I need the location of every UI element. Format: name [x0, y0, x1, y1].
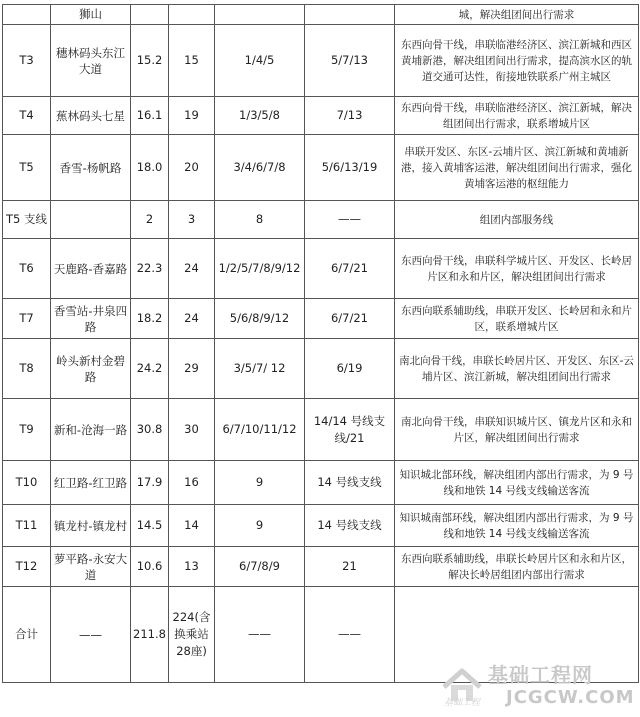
cell-metro: 6/7/8/9 [215, 547, 305, 587]
table-row [3, 339, 639, 399]
cell-length: 14.5 [131, 505, 169, 547]
cell-name: 天鹿路-香嘉路 [51, 239, 131, 299]
watermark [440, 657, 635, 713]
cell-length: 10.6 [131, 547, 169, 587]
cell-metro: 6/7/10/11/12 [215, 399, 305, 461]
cell-length: 2 [131, 201, 169, 239]
cell-description: 南北向骨干线，串联长岭居片区、开发区、东区-云埔片区、滨江新城，解决组团间出行需求 [395, 339, 639, 399]
table-row [3, 399, 639, 461]
cell-bus: 6/7/21 [305, 299, 395, 339]
cell-stations: 24 [169, 299, 215, 339]
cell-line: T10 [3, 461, 51, 505]
cell-stations: 24 [169, 239, 215, 299]
cell-line: T4 [3, 97, 51, 135]
cell-description: 城，解决组团间出行需求 [395, 5, 639, 25]
cell-metro: 9 [215, 461, 305, 505]
watermark-en: JCGCW.COM [506, 687, 635, 708]
cell-line: T3 [3, 25, 51, 97]
table-row [3, 505, 639, 547]
cell-stations: 14 [169, 505, 215, 547]
cell-stations: 13 [169, 547, 215, 587]
cell-name: 香雪-杨帆路 [51, 135, 131, 201]
cell-line: T12 [3, 547, 51, 587]
table-row [3, 299, 639, 339]
cell-stations: 20 [169, 135, 215, 201]
cell-name: 红卫路-红卫路 [51, 461, 131, 505]
cell-metro: 1/4/5 [215, 25, 305, 97]
cell-bus: 5/6/13/19 [305, 135, 395, 201]
cell-line: T11 [3, 505, 51, 547]
table-row [3, 461, 639, 505]
cell-length: 16.1 [131, 97, 169, 135]
cell-bus: 14 号线支线 [305, 461, 395, 505]
cell-metro: 8 [215, 201, 305, 239]
cell-bus: 14/14 号线支线/21 [305, 399, 395, 461]
cell-metro: 5/6/8/9/12 [215, 299, 305, 339]
cell-stations: 29 [169, 339, 215, 399]
cell-line [3, 5, 51, 25]
cell-bus: 6/7/21 [305, 239, 395, 299]
cell-bus: 14 号线支线 [305, 505, 395, 547]
cell-stations: 224(含换乘站28座) [169, 587, 215, 683]
watermark-small: 基础工程 [444, 698, 481, 708]
cell-metro: 9 [215, 505, 305, 547]
table-row [3, 201, 639, 239]
cell-description: 东西向骨干线，串联临港经济区、滨江新城，解决组团间出行需求，联系增城片区 [395, 97, 639, 135]
cell-name: 镇龙村-镇龙村 [51, 505, 131, 547]
cell-description: 南北向骨干线，串联知识城片区、镇龙片区和永和片区，解决组团间出行需求 [395, 399, 639, 461]
cell-line: T8 [3, 339, 51, 399]
table-row [3, 97, 639, 135]
cell-line: T5 支线 [3, 201, 51, 239]
table-row [3, 239, 639, 299]
cell-description: 东西向联系辅助线，串联长岭居片区和永和片区，解决长岭居组团内部出行需求 [395, 547, 639, 587]
cell-stations: 19 [169, 97, 215, 135]
cell-bus: 7/13 [305, 97, 395, 135]
cell-name: 岭头新村金碧路 [51, 339, 131, 399]
cell-description: 组团内部服务线 [395, 201, 639, 239]
cell-length: 15.2 [131, 25, 169, 97]
cell-metro: —— [215, 587, 305, 683]
cell-length: 22.3 [131, 239, 169, 299]
cell-line: T5 [3, 135, 51, 201]
cell-name: 萝平路-永安大道 [51, 547, 131, 587]
cell-stations: 16 [169, 461, 215, 505]
table-row-top [3, 5, 639, 25]
cell-name: —— [51, 587, 131, 683]
cell-length: 30.8 [131, 399, 169, 461]
cell-length: 24.2 [131, 339, 169, 399]
cell-bus: 5/7/13 [305, 25, 395, 97]
cell-line: 合计 [3, 587, 51, 683]
cell-bus: 6/19 [305, 339, 395, 399]
cell-line: T9 [3, 399, 51, 461]
cell-name: 香雪站-井泉四路 [51, 299, 131, 339]
cell-length [131, 5, 169, 25]
cell-description: 东西向骨干线，串联临港经济区、滨江新城和西区黄埔新港，解决组团间出行需求，提高滨水区的轨道交通可达性，衔接地铁联系广州主城区 [395, 25, 639, 97]
cell-length: 211.8 [131, 587, 169, 683]
cell-name: 蕉林码头七星 [51, 97, 131, 135]
cell-length: 18.2 [131, 299, 169, 339]
cell-stations: 15 [169, 25, 215, 97]
cell-metro: 1/2/5/7/8/9/12 [215, 239, 305, 299]
cell-stations: 3 [169, 201, 215, 239]
tram-lines-table [2, 4, 639, 683]
cell-metro: 1/3/5/8 [215, 97, 305, 135]
cell-name: 穗林码头东江大道 [51, 25, 131, 97]
cell-metro: 3/5/7/ 12 [215, 339, 305, 399]
cell-bus [305, 5, 395, 25]
cell-name [51, 201, 131, 239]
cell-line: T7 [3, 299, 51, 339]
cell-description: 东西向联系辅助线，串联开发区、长岭居和永和片区，联系增城片区 [395, 299, 639, 339]
cell-bus: 21 [305, 547, 395, 587]
table-row [3, 135, 639, 201]
cell-description: 东西向骨干线，串联科学城片区、开发区、长岭居片区和永和片区，解决组团间出行需求 [395, 239, 639, 299]
cell-name: 新和-沧海一路 [51, 399, 131, 461]
cell-bus: —— [305, 201, 395, 239]
table-row [3, 547, 639, 587]
cell-length: 18.0 [131, 135, 169, 201]
cell-metro [215, 5, 305, 25]
cell-description: 知识城南部环线，解决组团内部出行需求，为 9 号线和地铁 14 号线支线输送客流 [395, 505, 639, 547]
cell-line: T6 [3, 239, 51, 299]
cell-description: 串联开发区、东区-云埔片区、滨江新城和黄埔新港，接入黄埔客运港，解决组团间出行需求，强化黄埔客运港的枢纽能力 [395, 135, 639, 201]
cell-name: 狮山 [51, 5, 131, 25]
cell-length: 17.9 [131, 461, 169, 505]
watermark-cn: 基础工程网 [488, 663, 593, 687]
table-row [3, 25, 639, 97]
cell-metro: 3/4/6/7/8 [215, 135, 305, 201]
cell-description: 知识城北部环线，解决组团内部出行需求，为 9 号线和地铁 14 号线支线输送客流 [395, 461, 639, 505]
cell-bus: —— [305, 587, 395, 683]
cell-stations [169, 5, 215, 25]
cell-stations: 30 [169, 399, 215, 461]
